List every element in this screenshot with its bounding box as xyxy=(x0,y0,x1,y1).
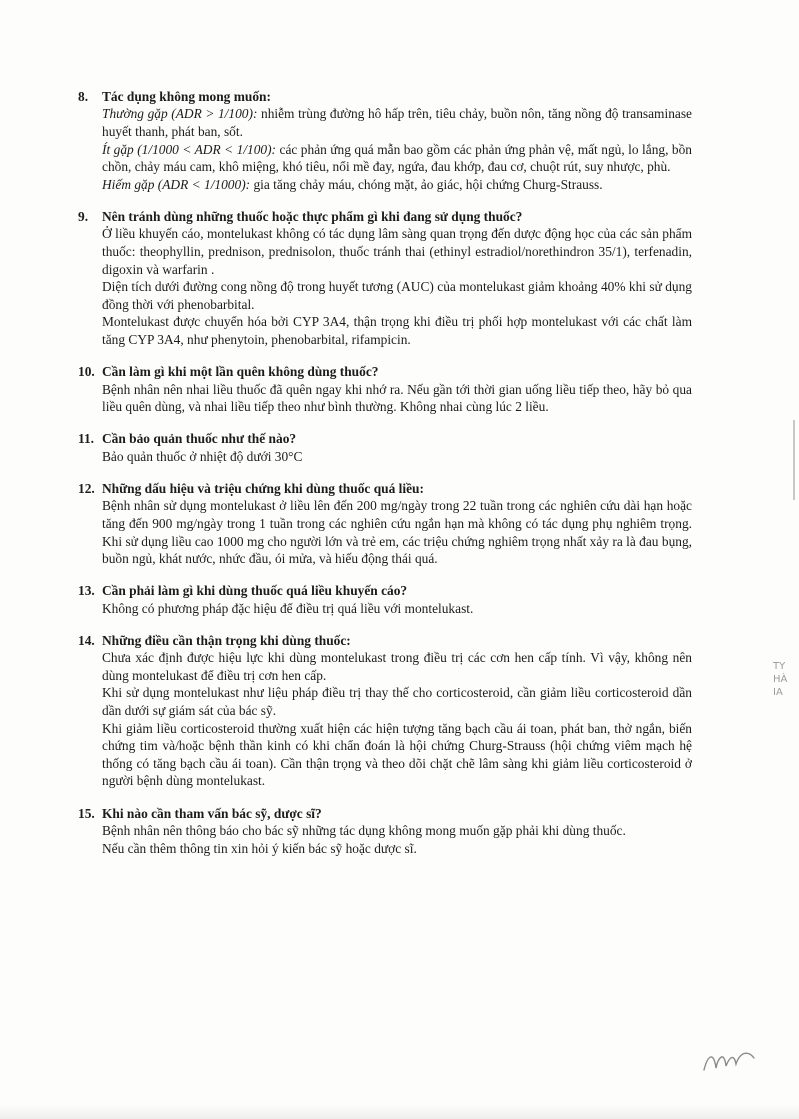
section-title: Những dấu hiệu và triệu chứng khi dùng thuốc quá liều: xyxy=(102,480,424,496)
section-title: Cần làm gì khi một lần quên không dùng thuốc? xyxy=(102,364,379,380)
section-number: 9. xyxy=(78,208,89,224)
section-missed-dose xyxy=(78,363,692,416)
section-number: 10. xyxy=(78,364,95,380)
section-number: 11. xyxy=(78,431,94,447)
paragraph: Montelukast được chuyển hóa bởi CYP 3A4, thận trọng khi điều trị phối hợp montelukast với các chất làm tăng CYP 3A4, như phenytoin, phenobarbital, rifampicin. xyxy=(102,314,692,347)
section-heading xyxy=(78,88,692,105)
paragraph-text: gia tăng chảy máu, chóng mặt, ảo giác, hội chứng Churg-Strauss. xyxy=(250,176,603,192)
section-title: Khi nào cần tham vấn bác sỹ, dược sĩ? xyxy=(102,805,322,821)
section-body xyxy=(102,381,692,416)
section-overdose-treatment xyxy=(78,582,692,617)
section-title: Những điều cần thận trọng khi dùng thuốc: xyxy=(102,632,351,648)
section-body xyxy=(102,105,692,193)
paragraph: Bệnh nhân nên thông báo cho bác sỹ những tác dụng không mong muốn gặp phải khi dùng thuốc. xyxy=(102,823,626,839)
stamp-fragment-text: HÀ xyxy=(773,674,788,685)
section-title: Cần bảo quản thuốc như thế nào? xyxy=(102,431,297,447)
paragraph xyxy=(102,141,692,176)
frequency-label: Ít gặp (1/1000 < ADR < 1/100): xyxy=(102,141,277,157)
section-number: 13. xyxy=(78,583,95,599)
section-body xyxy=(102,448,692,466)
section-heading xyxy=(78,632,692,649)
paragraph: Diện tích dưới đường cong nồng độ trong huyết tương (AUC) của montelukast giảm khoảng 40% khi sử dụng đồng thời với phenobarbital. xyxy=(102,279,692,312)
section-consult xyxy=(78,805,692,858)
section-precautions xyxy=(78,632,692,790)
paragraph: Khi giảm liều corticosteroid thường xuất hiện các hiện tượng tăng bạch cầu ái toan, phát ban, thở ngắn, biến chứng tim và/hoặc bệnh thần kinh có khi chẩn đoán là hội chứng Churg-Strauss (hội chứng viêm mạch hệ thống có tăng bạch cầu ái toan). Cần thận trọng và theo dõi chặt chẽ lâm sàng khi giảm liều corticosteroid ở người bệnh dùng montelukast. xyxy=(102,720,692,789)
paragraph: Nếu cần thêm thông tin xin hỏi ý kiến bác sỹ hoặc dược sĩ. xyxy=(102,840,417,856)
paragraph: Khi sử dụng montelukast như liệu pháp điều trị thay thế cho corticosteroid, cần giảm liều corticosteroid dần dần dưới sự giám sát của bác sỹ. xyxy=(102,685,692,719)
frequency-label: Hiếm gặp (ADR < 1/1000): xyxy=(102,176,251,192)
section-body xyxy=(102,822,692,857)
section-number: 15. xyxy=(78,805,95,821)
paragraph-text: nhiễm trùng đường hô hấp trên, tiêu chảy, buồn nôn, tăng nồng độ transaminase huyết thanh, phát ban, sốt. xyxy=(102,106,692,139)
section-adverse-effects xyxy=(78,88,692,193)
section-body xyxy=(102,600,692,618)
section-number: 8. xyxy=(78,89,89,104)
section-heading xyxy=(78,430,692,447)
section-overdose-symptoms xyxy=(78,480,692,568)
section-body xyxy=(102,497,692,567)
section-heading xyxy=(78,363,692,380)
section-title: Nên tránh dùng những thuốc hoặc thực phẩm gì khi đang sử dụng thuốc? xyxy=(102,208,523,224)
paragraph: Bảo quản thuốc ở nhiệt độ dưới 30°C xyxy=(102,448,303,464)
section-heading xyxy=(78,480,692,497)
paragraph: Chưa xác định được hiệu lực khi dùng montelukast trong điều trị các cơn hen cấp tính. Vì vậy, không nên dùng montelukast để điều trị cơn hen cấp. xyxy=(102,650,692,683)
paragraph xyxy=(102,105,692,140)
stamp-fragment-text: TY xyxy=(773,661,786,672)
stamp-fragment xyxy=(773,660,795,699)
stamp-fragment-text: IA xyxy=(773,687,783,698)
scan-bottom-shadow xyxy=(0,1105,799,1119)
section-title: Tác dụng không mong muốn: xyxy=(102,89,271,104)
paragraph xyxy=(102,176,692,194)
section-title: Cần phải làm gì khi dùng thuốc quá liều khuyến cáo? xyxy=(102,583,408,599)
frequency-label: Thường gặp (ADR > 1/100): xyxy=(102,106,258,122)
leaflet-content xyxy=(78,88,692,872)
paragraph: Không có phương pháp đặc hiệu để điều trị quá liều với montelukast. xyxy=(102,600,474,616)
section-number: 14. xyxy=(78,632,95,648)
section-body xyxy=(102,649,692,790)
section-body xyxy=(102,225,692,348)
section-heading xyxy=(78,805,692,822)
paragraph: Bệnh nhân sử dụng montelukast ở liều lên đến 200 mg/ngày trong 22 tuần trong các nghiên cứu dài hạn hoặc tăng đến 900 mg/ngày trong 1 tuần trong các nghiên cứu ngắn hạn mà không có tác dụng phụ nghiêm trọng. Khi sử dụng liều cao 1000 mg cho người lớn và trẻ em, các triệu chứng nghiêm trọng nhất xảy ra là đau bụng, buồn ngủ, khát nước, nhức đầu, ói mửa, và hiếu động thái quá. xyxy=(102,498,692,567)
paragraph: Bệnh nhân nên nhai liều thuốc đã quên ngay khi nhớ ra. Nếu gần tới thời gian uống liều tiếp theo, hãy bỏ qua liều quên dùng, và nhai liều tiếp theo như bình thường. Không nhai cùng lúc 2 liều. xyxy=(102,381,692,415)
paragraph-text: các phản ứng quá mẫn bao gồm các phản ứng phản vệ, mất ngủ, lo lắng, bồn chồn, chảy máu cam, khô miệng, khó tiêu, nổi mề đay, ngứa, đau khớp, đau cơ, chuột rút, suy nhược, phù. xyxy=(102,141,692,175)
section-interactions xyxy=(78,208,692,349)
section-heading xyxy=(78,582,692,599)
section-number: 12. xyxy=(78,480,95,496)
signature-mark xyxy=(700,1040,760,1080)
section-storage xyxy=(78,430,692,465)
paragraph: Ở liều khuyến cáo, montelukast không có tác dụng lâm sàng quan trọng đến dược động học của các sản phẩm thuốc: theophyllin, prednison, prednisolon, thuốc tránh thai (ethinyl estradiol/norethindron 35/1), terfenadin, digoxin và warfarin . xyxy=(102,226,692,277)
scan-edge-mark xyxy=(771,420,795,500)
section-heading xyxy=(78,208,692,225)
